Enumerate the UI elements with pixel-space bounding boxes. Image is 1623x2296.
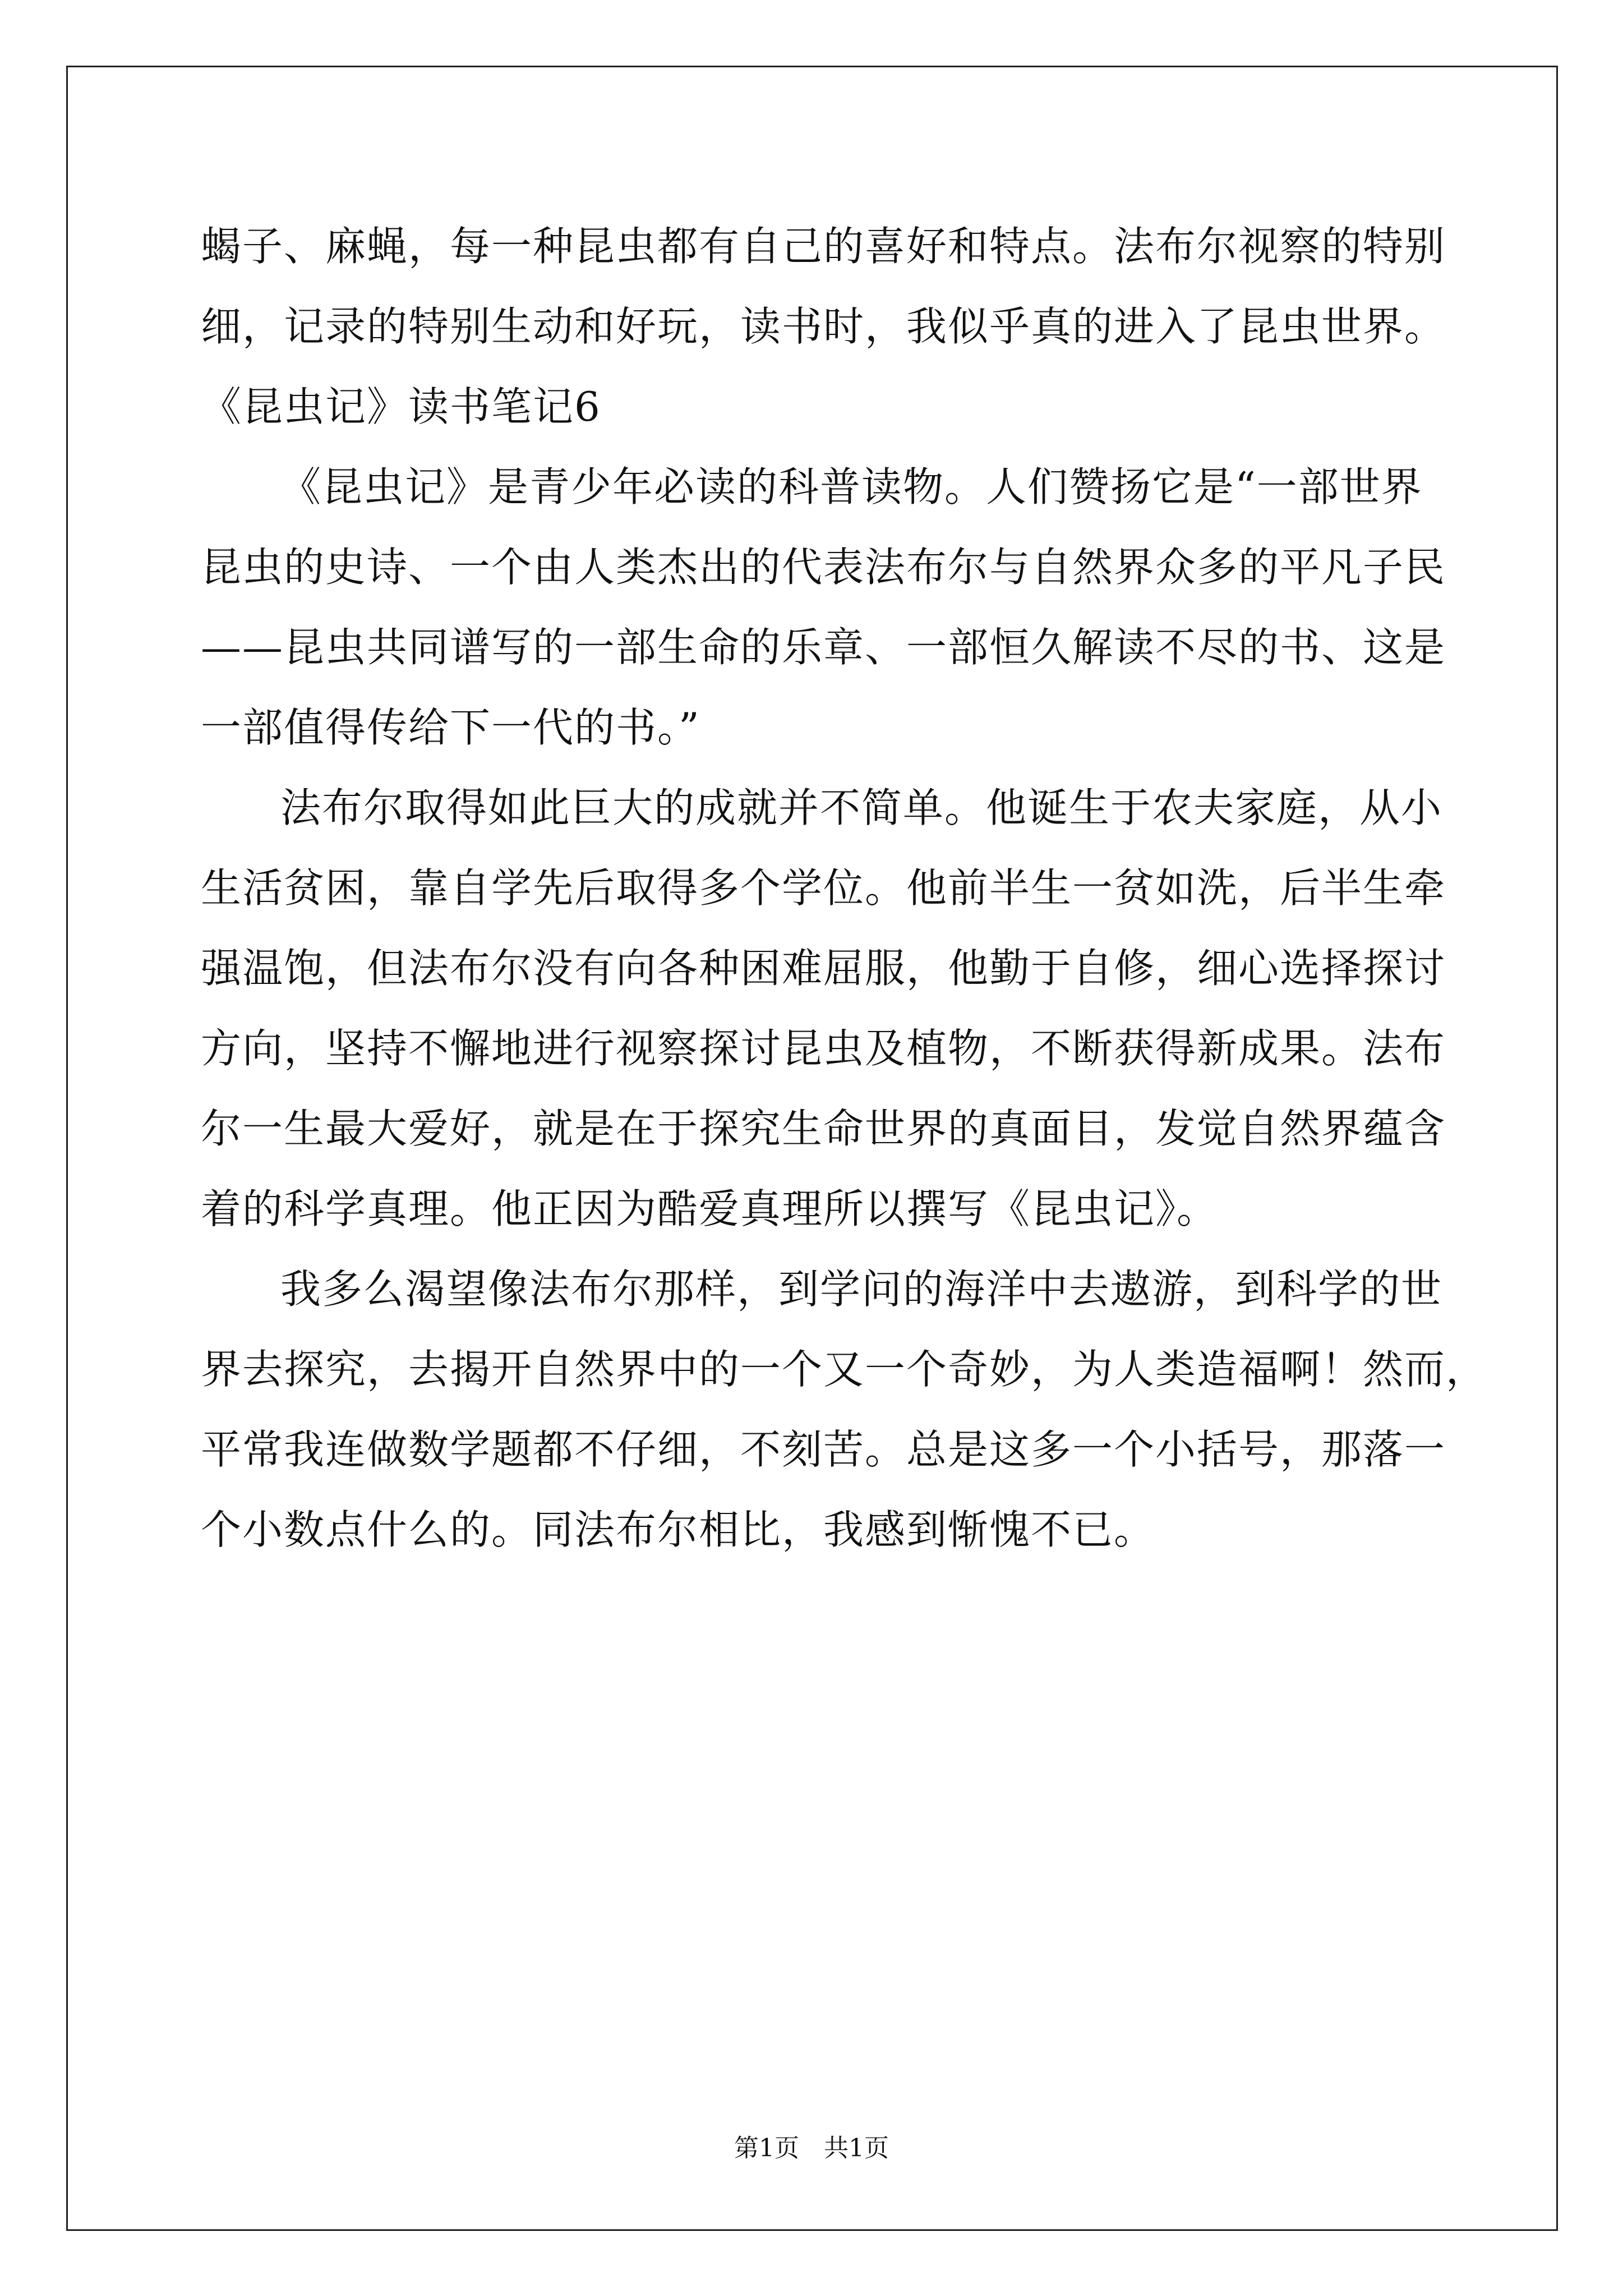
paragraph-line: 一部值得传给下一代的书。” — [201, 704, 700, 751]
paragraph-line: 法布尔取得如此巨大的成就并不简单。他诞生于农夫家庭，从小 — [280, 784, 1443, 831]
paragraph-line: 平常我连做数学题都不仔细，不刻苦。总是这多一个小括号，那落一 — [201, 1426, 1446, 1473]
page-footer: 第1页 共1页 — [734, 2134, 889, 2162]
paragraph-line: 昆虫的史诗、一个由人类杰出的代表法布尔与自然界众多的平凡子民 — [201, 544, 1446, 591]
document-body — [201, 206, 1488, 1570]
paragraph-line: 着的科学真理。他正因为酷爱真理所以撰写《昆虫记》。 — [201, 1185, 1219, 1232]
paragraph-line: 方向，坚持不懈地进行视察探讨昆虫及植物，不断获得新成果。法布 — [201, 1025, 1446, 1072]
paragraph-line: 强温饱，但法布尔没有向各种困难屈服，他勤于自修，细心选择探讨 — [201, 945, 1446, 992]
paragraph-line: 界去探究，去揭开自然界中的一个又一个奇妙，为人类造福啊！然而， — [201, 1346, 1488, 1393]
paragraph-line: 细，记录的特别生动和好玩，读书时，我似乎真的进入了昆虫世界。 — [201, 303, 1446, 350]
paragraph-line: 尔一生最大爱好，就是在于探究生命世界的真面目，发觉自然界蕴含 — [201, 1105, 1446, 1152]
paragraph-line: 个小数点什么的。同法布尔相比，我感到惭愧不已。 — [201, 1506, 1156, 1553]
paragraph-line: ——昆虫共同谱写的一部生命的乐章、一部恒久解读不尽的书、这是 — [201, 624, 1446, 671]
paragraph-line: 生活贫困，靠自学先后取得多个学位。他前半生一贫如洗，后半生牵 — [201, 864, 1446, 912]
paragraph-line: 我多么渴望像法布尔那样，到学问的海洋中去遨游，到科学的世 — [280, 1266, 1443, 1313]
section-heading: 《昆虫记》读书笔记6 — [201, 383, 601, 430]
paragraph-line: 蝎子、麻蝇，每一种昆虫都有自己的喜好和特点。法布尔视察的特别 — [201, 223, 1446, 270]
paragraph-line: 《昆虫记》是青少年必读的科普读物。人们赞扬它是“一部世界 — [280, 463, 1423, 510]
